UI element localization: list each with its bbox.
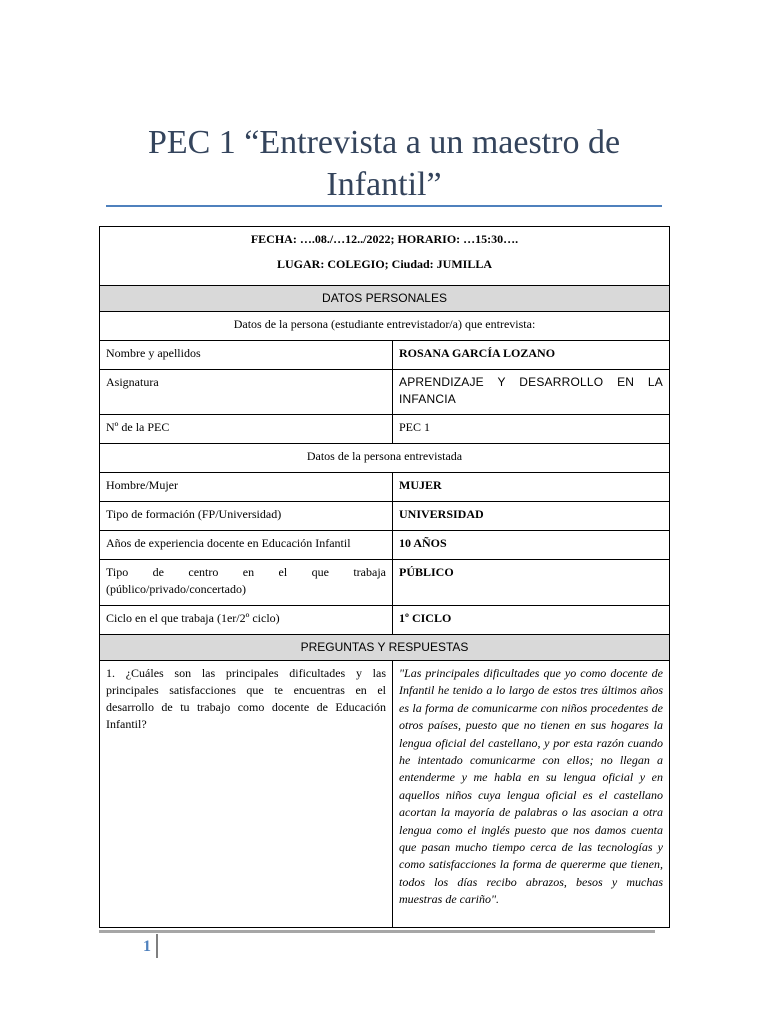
lugar-line: LUGAR: COLEGIO; Ciudad: JUMILLA [276,257,493,271]
table-row [100,473,670,502]
footer-rule [99,930,655,933]
title-line-2: Infantil” [326,166,442,203]
centro-label: Tipo de centro en el que trabaja (público/privado/concertado) [106,565,386,596]
subsection-student: Datos de la persona (estudiante entrevistador/a) que entrevista: [100,312,670,341]
header-cell [100,227,670,286]
field-label: Nombre y apellidos [100,341,393,370]
field-label: Ciclo en el que trabaja (1er/2º ciclo) [100,606,393,635]
fecha-line: FECHA: ….08./…12../2022; HORARIO: …15:30…. [250,232,519,246]
field-label: Tipo de formación (FP/Universidad) [100,502,393,531]
answer-text: "Las principales dificultades que yo como docente de Infantil he tenido a lo largo de estos tres últimos años es la forma de comunicarme con niños procedentes de otros países, puesto que no tienen en sus hogares la lengua oficial del castellano, y por esta razón cuando he intentado comunicarme con ellos; no llegan a entenderme y me habla en su lengua oficial y en aquellos niños cuya lengua oficial es el castellano acortan la mayoría de palabras o las asocian a otra lengua como el inglés puesto que nos damos cuenta que pasan mucho tiempo cerca de las tecnologías y como satisfacciones la forma de quererme que tienen, todos los días recibo abrazos, besos y muchas muestras de cariño". [393,661,670,928]
asignatura-value: APRENDIZAJE Y DESARROLLO EN LA INFANCIA [399,375,664,406]
page-number: 1 [143,938,151,955]
field-value: 1º CICLO [393,606,670,635]
interview-form-table [99,226,670,928]
table-row [100,606,670,635]
field-label: Nº de la PEC [100,415,393,444]
field-value: MUJER [393,473,670,502]
table-row [100,560,670,606]
field-value [393,370,670,415]
subsection-interviewee: Datos de la persona entrevistada [100,444,670,473]
section-preguntas-respuestas: PREGUNTAS Y RESPUESTAS [100,635,670,661]
section-datos-personales: DATOS PERSONALES [100,286,670,312]
table-row [100,661,670,928]
field-label: Años de experiencia docente en Educación Infantil [100,531,393,560]
field-value: ROSANA GARCÍA LOZANO [393,341,670,370]
field-value: 10 AÑOS [393,531,670,560]
header-row [100,227,670,286]
page-number-divider [156,934,158,958]
field-label: Asignatura [100,370,393,415]
field-value: PEC 1 [393,415,670,444]
table-row [100,531,670,560]
title-underline [106,205,662,207]
field-label [100,560,393,606]
table-row [100,370,670,415]
table-row [100,415,670,444]
document-title [106,122,662,206]
field-label: Hombre/Mujer [100,473,393,502]
title-line-1: PEC 1 “Entrevista a un maestro de [147,124,621,161]
field-value: PÚBLICO [393,560,670,606]
field-value: UNIVERSIDAD [393,502,670,531]
table-row [100,341,670,370]
table-row [100,502,670,531]
question-text: 1. ¿Cuáles son las principales dificultades y las principales satisfacciones que te encuentras en el desarrollo de tu trabajo como docente de Educación Infantil? [100,661,393,928]
